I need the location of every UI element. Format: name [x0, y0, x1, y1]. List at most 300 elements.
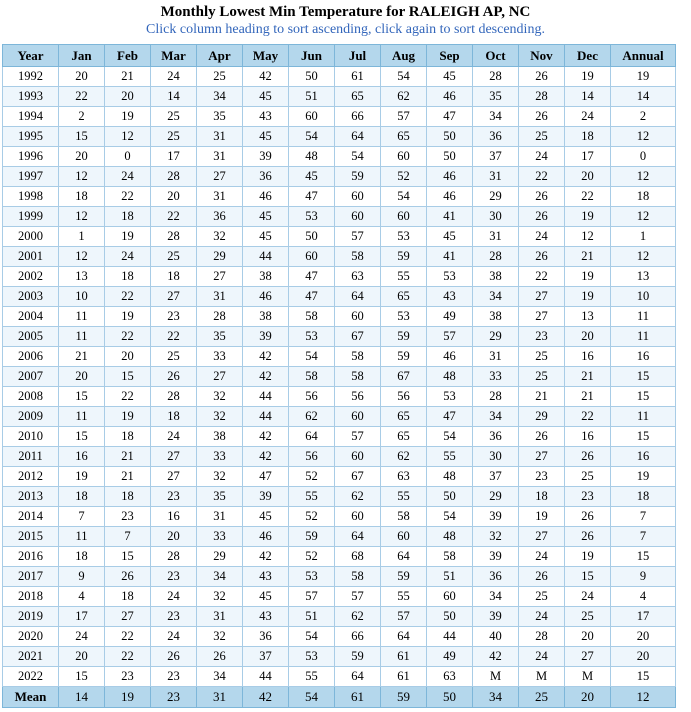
mean-cell: 42	[243, 687, 289, 708]
temp-cell: 22	[105, 627, 151, 647]
temp-cell: 45	[243, 207, 289, 227]
temp-cell: 18	[519, 487, 565, 507]
temp-cell: 19	[59, 467, 105, 487]
temp-cell: 58	[335, 247, 381, 267]
temp-cell: 25	[151, 347, 197, 367]
temp-cell: M	[473, 667, 519, 687]
temp-cell: 61	[381, 647, 427, 667]
temp-cell: 44	[243, 247, 289, 267]
temp-cell: 21	[519, 387, 565, 407]
temp-cell: 54	[289, 127, 335, 147]
table-row	[3, 607, 676, 627]
temp-cell: 43	[427, 287, 473, 307]
temp-cell: 44	[243, 667, 289, 687]
temp-cell: 67	[335, 467, 381, 487]
table-row	[3, 487, 676, 507]
temp-cell: 39	[243, 327, 289, 347]
temp-cell: 20	[565, 167, 611, 187]
temp-cell: 22	[105, 387, 151, 407]
temp-cell: 62	[335, 487, 381, 507]
temp-cell: 36	[473, 427, 519, 447]
temp-cell: 57	[335, 227, 381, 247]
temp-cell: 42	[243, 427, 289, 447]
temp-cell: 24	[151, 627, 197, 647]
year-cell: 1999	[3, 207, 59, 227]
temp-cell: 43	[243, 607, 289, 627]
temp-cell: 18	[611, 487, 676, 507]
table-row	[3, 367, 676, 387]
temp-cell: 22	[151, 207, 197, 227]
temp-cell: 41	[427, 207, 473, 227]
temp-cell: 20	[565, 627, 611, 647]
temp-cell: 26	[565, 527, 611, 547]
temp-cell: 23	[151, 567, 197, 587]
column-header-apr[interactable]: Apr	[197, 45, 243, 67]
temp-cell: 12	[59, 247, 105, 267]
temp-cell: 60	[335, 507, 381, 527]
temp-cell: 16	[59, 447, 105, 467]
temp-cell: 22	[105, 187, 151, 207]
temp-cell: 45	[243, 127, 289, 147]
temp-cell: 26	[519, 567, 565, 587]
column-header-dec[interactable]: Dec	[565, 45, 611, 67]
column-header-sep[interactable]: Sep	[427, 45, 473, 67]
table-row	[3, 567, 676, 587]
temp-cell: 29	[197, 547, 243, 567]
temp-cell: 14	[565, 87, 611, 107]
temp-cell: 26	[519, 427, 565, 447]
temp-cell: 64	[335, 127, 381, 147]
temp-cell: 19	[105, 307, 151, 327]
temp-cell: 27	[519, 287, 565, 307]
temp-cell: 23	[151, 307, 197, 327]
temp-cell: 18	[151, 267, 197, 287]
temp-cell: 27	[519, 527, 565, 547]
temp-cell: 24	[519, 607, 565, 627]
temp-cell: 42	[243, 67, 289, 87]
temp-cell: 45	[243, 227, 289, 247]
temp-cell: 28	[151, 167, 197, 187]
temp-cell: 23	[151, 667, 197, 687]
temp-cell: 24	[105, 167, 151, 187]
column-header-may[interactable]: May	[243, 45, 289, 67]
temp-cell: 31	[197, 127, 243, 147]
temp-cell: 15	[611, 547, 676, 567]
temp-cell: 54	[427, 427, 473, 447]
temp-cell: 51	[289, 607, 335, 627]
temp-cell: 20	[611, 627, 676, 647]
column-header-jun[interactable]: Jun	[289, 45, 335, 67]
temp-cell: 22	[565, 407, 611, 427]
year-cell: 1998	[3, 187, 59, 207]
temp-cell: 60	[427, 587, 473, 607]
temp-cell: 60	[289, 247, 335, 267]
mean-cell: 59	[381, 687, 427, 708]
temp-cell: 57	[335, 427, 381, 447]
temp-cell: 24	[151, 67, 197, 87]
mean-cell: 61	[335, 687, 381, 708]
temp-cell: 24	[59, 627, 105, 647]
temp-cell: 60	[381, 147, 427, 167]
column-header-feb[interactable]: Feb	[105, 45, 151, 67]
temp-cell: 42	[243, 447, 289, 467]
temp-cell: 19	[105, 107, 151, 127]
temp-cell: 65	[381, 407, 427, 427]
column-header-jul[interactable]: Jul	[335, 45, 381, 67]
temp-cell: 19	[611, 67, 676, 87]
temp-cell: 26	[197, 647, 243, 667]
year-cell: 1993	[3, 87, 59, 107]
column-header-annual[interactable]: Annual	[611, 45, 676, 67]
temp-cell: 18	[105, 207, 151, 227]
temp-cell: 19	[565, 287, 611, 307]
year-cell: 2017	[3, 567, 59, 587]
temp-cell: 18	[105, 587, 151, 607]
temp-cell: 12	[565, 227, 611, 247]
temp-cell: M	[565, 667, 611, 687]
temp-cell: 20	[611, 647, 676, 667]
temp-cell: 23	[565, 487, 611, 507]
temp-cell: 59	[289, 527, 335, 547]
temp-cell: 47	[289, 187, 335, 207]
temp-cell: 18	[611, 187, 676, 207]
temp-cell: 24	[565, 107, 611, 127]
temp-cell: 45	[427, 67, 473, 87]
column-header-aug[interactable]: Aug	[381, 45, 427, 67]
temp-cell: 22	[105, 327, 151, 347]
temp-cell: 26	[519, 207, 565, 227]
temp-cell: 27	[197, 267, 243, 287]
temp-cell: 26	[151, 367, 197, 387]
temp-cell: 12	[611, 167, 676, 187]
temp-cell: 15	[105, 367, 151, 387]
temp-cell: 24	[151, 587, 197, 607]
temp-cell: 40	[473, 627, 519, 647]
temp-cell: 29	[519, 407, 565, 427]
table-row	[3, 67, 676, 87]
temp-cell: 35	[197, 107, 243, 127]
page-title: Monthly Lowest Min Temperature for RALEIGH AP, NC	[160, 4, 531, 20]
temp-cell: 19	[105, 227, 151, 247]
temp-cell: 42	[243, 347, 289, 367]
table-row	[3, 147, 676, 167]
temp-cell: 38	[197, 427, 243, 447]
temp-cell: 18	[105, 487, 151, 507]
temp-cell: 19	[565, 547, 611, 567]
temp-cell: 21	[105, 467, 151, 487]
temp-cell: 64	[335, 667, 381, 687]
temp-cell: 19	[565, 267, 611, 287]
temp-cell: 56	[335, 387, 381, 407]
temp-cell: 23	[519, 467, 565, 487]
temp-cell: 33	[197, 347, 243, 367]
temp-cell: 20	[105, 347, 151, 367]
table-row	[3, 307, 676, 327]
table-row	[3, 627, 676, 647]
temp-cell: 27	[151, 447, 197, 467]
temp-cell: 53	[289, 567, 335, 587]
temp-cell: 28	[197, 307, 243, 327]
temp-cell: 15	[59, 127, 105, 147]
temp-cell: 32	[197, 627, 243, 647]
temp-cell: 46	[427, 167, 473, 187]
temp-cell: 47	[427, 407, 473, 427]
temp-cell: 53	[289, 647, 335, 667]
temp-cell: 66	[335, 627, 381, 647]
temp-cell: 15	[59, 667, 105, 687]
temp-cell: 63	[381, 467, 427, 487]
temp-cell: 61	[381, 667, 427, 687]
temp-cell: 47	[289, 287, 335, 307]
temp-cell: 52	[289, 547, 335, 567]
temp-cell: 67	[335, 327, 381, 347]
temp-cell: 58	[335, 347, 381, 367]
year-cell: 1992	[3, 67, 59, 87]
temp-cell: 63	[335, 267, 381, 287]
temp-cell: 62	[289, 407, 335, 427]
temp-cell: 45	[289, 167, 335, 187]
temp-cell: 57	[381, 607, 427, 627]
temp-cell: 20	[105, 87, 151, 107]
temp-cell: 20	[59, 147, 105, 167]
temp-cell: 35	[197, 327, 243, 347]
year-cell: 2011	[3, 447, 59, 467]
temp-cell: 55	[289, 667, 335, 687]
temp-cell: 23	[105, 507, 151, 527]
mean-cell: 23	[151, 687, 197, 708]
temp-cell: 52	[289, 467, 335, 487]
temp-cell: 10	[59, 287, 105, 307]
temp-cell: 22	[59, 87, 105, 107]
temp-cell: 58	[335, 567, 381, 587]
temp-cell: 12	[611, 207, 676, 227]
temp-cell: 28	[473, 387, 519, 407]
temp-cell: 48	[289, 147, 335, 167]
temp-cell: 7	[59, 507, 105, 527]
temp-cell: 33	[197, 527, 243, 547]
temp-cell: 15	[59, 427, 105, 447]
column-header-oct[interactable]: Oct	[473, 45, 519, 67]
temp-cell: 12	[611, 247, 676, 267]
temp-cell: 11	[611, 307, 676, 327]
temp-cell: 58	[335, 367, 381, 387]
temp-cell: 22	[151, 327, 197, 347]
temp-cell: 62	[381, 87, 427, 107]
temp-cell: 60	[289, 107, 335, 127]
table-row	[3, 347, 676, 367]
table-row	[3, 647, 676, 667]
temp-cell: 64	[335, 527, 381, 547]
temp-cell: 11	[59, 327, 105, 347]
temp-cell: 27	[151, 467, 197, 487]
temp-cell: 60	[335, 407, 381, 427]
temp-cell: 54	[335, 147, 381, 167]
temp-cell: 18	[565, 127, 611, 147]
temp-cell: 47	[289, 267, 335, 287]
column-header-mar[interactable]: Mar	[151, 45, 197, 67]
temp-cell: 53	[427, 387, 473, 407]
temp-cell: 51	[289, 87, 335, 107]
temp-cell: 31	[473, 347, 519, 367]
table-row	[3, 407, 676, 427]
column-header-nov[interactable]: Nov	[519, 45, 565, 67]
year-cell: 2020	[3, 627, 59, 647]
temp-cell: 59	[381, 327, 427, 347]
temp-cell: 65	[381, 127, 427, 147]
temp-cell: 12	[59, 167, 105, 187]
temp-cell: 53	[289, 327, 335, 347]
temp-cell: 24	[565, 587, 611, 607]
temp-cell: 31	[473, 167, 519, 187]
year-cell: 2018	[3, 587, 59, 607]
temp-cell: 38	[243, 307, 289, 327]
year-cell: 2021	[3, 647, 59, 667]
temp-cell: 32	[197, 227, 243, 247]
year-cell: 2008	[3, 387, 59, 407]
temp-cell: 21	[105, 447, 151, 467]
temp-cell: 25	[151, 247, 197, 267]
temp-cell: 57	[427, 327, 473, 347]
temp-cell: 26	[151, 647, 197, 667]
temp-cell: 13	[59, 267, 105, 287]
temp-cell: 2	[611, 107, 676, 127]
temp-cell: 56	[289, 447, 335, 467]
temp-cell: 29	[473, 327, 519, 347]
temp-cell: 60	[381, 207, 427, 227]
mean-cell: 20	[565, 687, 611, 708]
table-row	[3, 267, 676, 287]
temp-cell: 34	[473, 107, 519, 127]
temp-cell: 48	[427, 467, 473, 487]
temp-cell: 65	[381, 427, 427, 447]
temp-cell: 26	[519, 247, 565, 267]
temp-cell: 9	[59, 567, 105, 587]
year-cell: 2003	[3, 287, 59, 307]
mean-cell: 12	[611, 687, 676, 708]
temp-cell: 67	[381, 367, 427, 387]
temp-cell: 26	[519, 67, 565, 87]
temp-cell: 47	[427, 107, 473, 127]
temp-cell: 41	[427, 247, 473, 267]
column-header-jan[interactable]: Jan	[59, 45, 105, 67]
temp-cell: 31	[197, 187, 243, 207]
temp-cell: 11	[611, 407, 676, 427]
temp-cell: 60	[335, 447, 381, 467]
temp-cell: 58	[427, 547, 473, 567]
temp-cell: 18	[59, 187, 105, 207]
temp-cell: 19	[565, 67, 611, 87]
temp-cell: 33	[197, 447, 243, 467]
year-cell: 2014	[3, 507, 59, 527]
temp-cell: 25	[151, 107, 197, 127]
temp-cell: 50	[427, 147, 473, 167]
temp-cell: 49	[427, 647, 473, 667]
year-cell: 2002	[3, 267, 59, 287]
temp-cell: 50	[289, 227, 335, 247]
temp-cell: 53	[381, 307, 427, 327]
year-cell: 2005	[3, 327, 59, 347]
temp-cell: 11	[59, 527, 105, 547]
temp-cell: 27	[197, 167, 243, 187]
temp-cell: 46	[427, 187, 473, 207]
temp-cell: 9	[611, 567, 676, 587]
temp-cell: 54	[427, 507, 473, 527]
temp-cell: 11	[611, 327, 676, 347]
temp-cell: 7	[105, 527, 151, 547]
temp-cell: 7	[611, 507, 676, 527]
year-cell: 2007	[3, 367, 59, 387]
temp-cell: 45	[243, 587, 289, 607]
year-cell: 2013	[3, 487, 59, 507]
mean-cell: 19	[105, 687, 151, 708]
temp-cell: 28	[519, 87, 565, 107]
year-cell: 2004	[3, 307, 59, 327]
temp-cell: 22	[105, 287, 151, 307]
temp-cell: 35	[197, 487, 243, 507]
temp-cell: 14	[611, 87, 676, 107]
temp-cell: 33	[473, 367, 519, 387]
temp-cell: 29	[473, 487, 519, 507]
temp-cell: 17	[565, 147, 611, 167]
temp-cell: 17	[611, 607, 676, 627]
year-cell: 2016	[3, 547, 59, 567]
temp-cell: 22	[565, 187, 611, 207]
temp-cell: 15	[611, 667, 676, 687]
temp-cell: 37	[473, 467, 519, 487]
temp-cell: 59	[381, 247, 427, 267]
mean-cell: 34	[473, 687, 519, 708]
temp-cell: 30	[473, 207, 519, 227]
temp-cell: 14	[151, 87, 197, 107]
temp-cell: 43	[243, 567, 289, 587]
temp-cell: 61	[335, 67, 381, 87]
temp-cell: 52	[381, 167, 427, 187]
sort-instructions: Click column heading to sort ascending, click again to sort descending.	[146, 22, 545, 37]
temp-cell: 45	[427, 227, 473, 247]
column-header-year[interactable]: Year	[3, 45, 59, 67]
temp-cell: 0	[611, 147, 676, 167]
temp-cell: 55	[289, 487, 335, 507]
temp-cell: 16	[151, 507, 197, 527]
temp-cell: 20	[59, 67, 105, 87]
temp-cell: 25	[565, 467, 611, 487]
table-row	[3, 427, 676, 447]
temp-cell: 24	[105, 247, 151, 267]
temp-cell: 23	[151, 487, 197, 507]
temp-cell: 24	[151, 427, 197, 447]
temp-cell: 38	[473, 307, 519, 327]
mean-cell: 31	[197, 687, 243, 708]
temp-cell: 60	[381, 527, 427, 547]
temp-cell: 32	[197, 587, 243, 607]
temp-cell: 50	[427, 127, 473, 147]
temp-cell: 32	[197, 467, 243, 487]
temp-cell: 59	[381, 567, 427, 587]
temp-cell: 48	[427, 527, 473, 547]
temp-cell: 16	[565, 347, 611, 367]
temp-cell: 35	[473, 87, 519, 107]
table-row	[3, 127, 676, 147]
temp-cell: 65	[335, 87, 381, 107]
temp-cell: 44	[427, 627, 473, 647]
temp-cell: 60	[335, 187, 381, 207]
temp-cell: 18	[59, 487, 105, 507]
table-row	[3, 107, 676, 127]
temp-cell: 45	[243, 507, 289, 527]
temp-cell: 66	[335, 107, 381, 127]
temp-cell: 1	[59, 227, 105, 247]
temp-cell: 28	[473, 67, 519, 87]
